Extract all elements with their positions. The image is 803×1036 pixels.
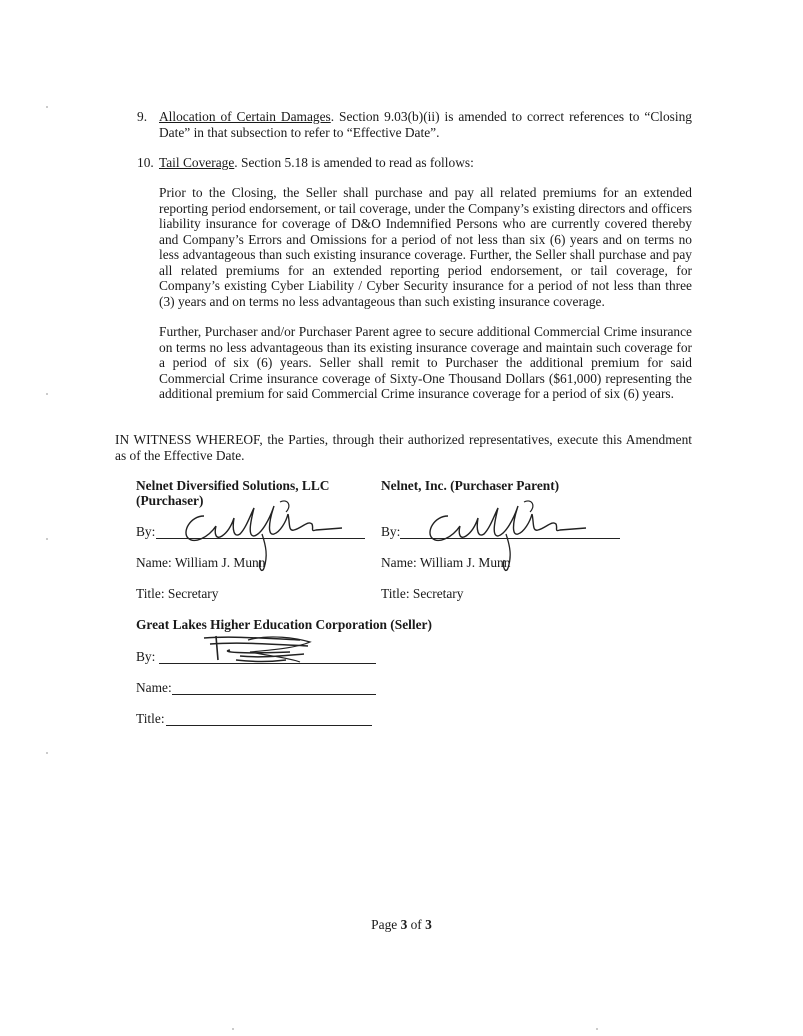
seller-title-label: Title: bbox=[136, 711, 165, 726]
scan-speck bbox=[46, 538, 48, 540]
scan-speck bbox=[232, 1028, 234, 1030]
quoted-paragraph: Prior to the Closing, the Seller shall purchase and pay all related premiums for an extended reporting period endorsement, or tail coverage, under the Company’s existing directors and officers liability insurance for coverage of D&O Indemnified Persons who are currently covered thereby and Company’s Errors and Omissions for a period of not less than six (6) years and on terms no less advantageous than such existing insurance coverage. Further, the Seller shall purchase and pay all related premiums for an extended reporting period endorsement, or tail coverage, for Company’s existing Cyber Liability / Cyber Security insurance for a period of not less than three (3) years and on terms no less advantageous than such existing insurance coverage. bbox=[159, 185, 692, 309]
item-text: . Section 9.03(b)(ii) is amended to correct references to “Closing Date” in that subsection to refer to “Effective Date”. bbox=[159, 109, 693, 140]
item-number: 10. bbox=[137, 155, 154, 170]
page-number bbox=[0, 917, 803, 933]
purchaser-by-label: By: bbox=[136, 524, 156, 539]
purchaser-role: (Purchaser) bbox=[136, 493, 204, 508]
parent-name-value: William J. Munn bbox=[419, 555, 511, 570]
purchaser-title-value: Secretary bbox=[167, 586, 219, 601]
parent-name bbox=[381, 555, 510, 571]
page-current: 3 bbox=[400, 917, 408, 932]
parent-entity-name: Nelnet, Inc. (Purchaser Parent) bbox=[381, 478, 560, 493]
parent-name-label: Name: bbox=[381, 555, 417, 570]
parent-title bbox=[381, 586, 463, 602]
seller-by-label: By: bbox=[136, 649, 156, 664]
purchaser-title bbox=[136, 586, 218, 602]
parent-title-value: Secretary bbox=[412, 586, 464, 601]
seller-entity-name: Great Lakes Higher Education Corporation (Seller) bbox=[136, 617, 432, 632]
page-prefix: Page bbox=[371, 917, 401, 932]
item-tail-coverage bbox=[159, 155, 692, 171]
item-title: Tail Coverage bbox=[159, 155, 235, 170]
witness-clause: IN WITNESS WHEREOF, the Parties, through their authorized representatives, execute this Amendment as of the Effective Date. bbox=[115, 432, 692, 463]
seller-signature bbox=[200, 630, 320, 670]
scan-speck bbox=[46, 752, 48, 754]
purchaser-name-label: Name: bbox=[136, 555, 172, 570]
seller-title-line bbox=[166, 725, 372, 726]
quoted-paragraph: Further, Purchaser and/or Purchaser Parent agree to secure additional Commercial Crime insurance on terms no less advantageous than its existing insurance coverage and maintain such coverage for a period of six (6) years. Seller shall remit to Purchaser the additional premium for said Commercial Crime insurance coverage of Sixty-One Thousand Dollars ($61,000) representing the additional premium for said Commercial Crime insurance coverage for a period of six (6) years. bbox=[159, 324, 692, 401]
page-middle: of bbox=[407, 917, 426, 932]
page-total: 3 bbox=[425, 917, 432, 932]
scan-speck bbox=[46, 393, 48, 395]
seller-name-label: Name: bbox=[136, 680, 172, 695]
purchaser-name-value: William J. Munn bbox=[174, 555, 266, 570]
scan-speck bbox=[46, 106, 48, 108]
purchaser-title-label: Title: bbox=[136, 586, 165, 601]
seller-name-line bbox=[172, 694, 376, 695]
item-number: 9. bbox=[137, 109, 148, 124]
item-allocation-of-damages bbox=[159, 109, 692, 140]
item-title: Allocation of Certain Damages bbox=[159, 109, 331, 124]
parent-title-label: Title: bbox=[381, 586, 410, 601]
purchaser-name bbox=[136, 555, 265, 571]
item-text: . Section 5.18 is amended to read as follows: bbox=[234, 155, 474, 170]
scan-speck bbox=[596, 1028, 598, 1030]
parent-by-label: By: bbox=[381, 524, 401, 539]
purchaser-entity-name: Nelnet Diversified Solutions, LLC bbox=[136, 478, 330, 493]
